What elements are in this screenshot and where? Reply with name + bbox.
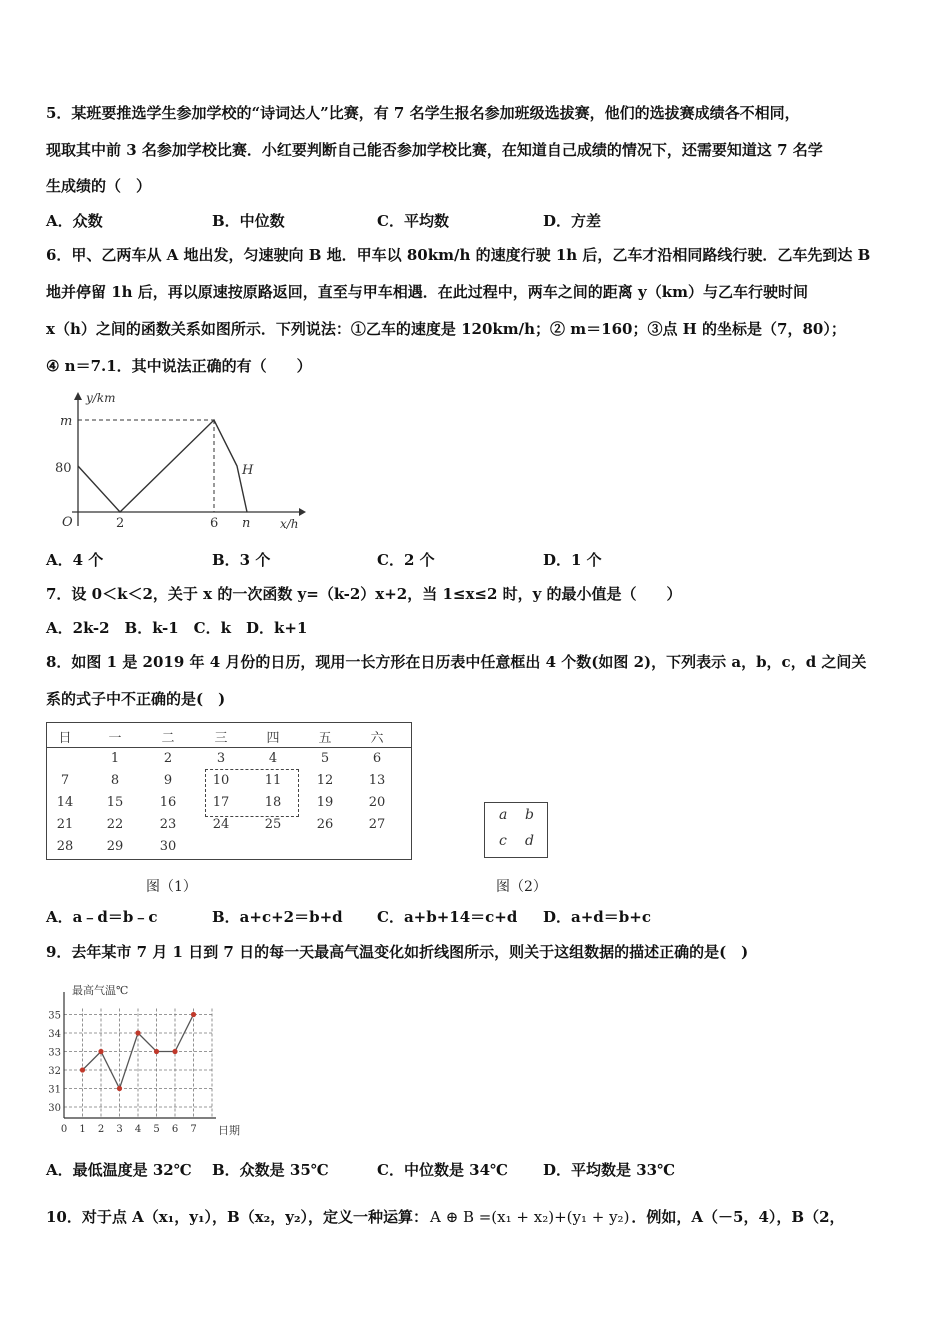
chart-data-point [154,1049,159,1054]
calendar-day-cell: 28 [56,839,74,854]
q6-label-2: 2 [116,516,125,531]
chart-y-tick-label: 33 [48,1047,61,1059]
q6-y-label: y/km [86,391,116,405]
calendar-day-cell: 26 [316,817,334,832]
calendar-day-cell: 21 [56,817,74,832]
q8-calendar-header [47,723,411,748]
calendar-header-cell: 二 [161,731,175,746]
q5-option-b: B．中位数 [212,212,285,230]
q10-prefix: 10．对于点 A（x₁，y₁），B（x₂，y₂），定义一种运算： [46,1208,429,1226]
q8-option-c: C．a+b+14＝c+d [377,908,518,926]
box-letter-c: c [499,833,507,849]
chart-y-tick-label: 35 [48,1010,61,1022]
q6-option-c: C．2 个 [377,551,435,569]
calendar-header-cell: 一 [108,731,122,746]
q8-option-d: D．a+d＝b+c [543,908,651,926]
q9-option-b: B．众数是 35℃ [212,1161,329,1179]
q9-option-a: A．最低温度是 32℃ [46,1161,192,1179]
q5-option-d: D．方差 [543,212,602,230]
q9-option-c: C．中位数是 34℃ [377,1161,509,1179]
chart-y-tick-label: 34 [48,1029,61,1040]
chart-x-tick-label: 5 [153,1124,160,1135]
calendar-day-cell: 11 [264,773,282,788]
calendar-day-cell: 12 [316,773,334,788]
q5-line2: 现取其中前 3 名参加学校比赛．小红要判断自己能否参加学校比赛，在知道自己成绩的情况下，还需要知道这 7 名学 [46,141,823,159]
chart-y-tick-label: 32 [48,1066,61,1077]
calendar-header-cell: 六 [370,731,384,746]
calendar-day-cell: 23 [159,817,177,832]
q9-line1: 9．去年某市 7 月 1 日到 7 日的每一天最高气温变化如折线图所示，则关于这组数据的描述正确的是( ) [46,943,749,961]
calendar-day-cell: 3 [216,751,226,766]
q6-option-a: A．4 个 [46,551,104,569]
chart-x-tick-label: 7 [190,1124,197,1135]
q6-option-b: B．3 个 [212,551,271,569]
q7-options: A．2k-2 B．k-1 C．k D．k+1 [46,619,308,637]
box-letter-a: a [499,807,508,823]
calendar-day-cell: 7 [60,773,70,788]
calendar-day-cell: 29 [106,839,124,854]
q6-label-m: m [60,414,73,429]
q6-option-d: D．1 个 [543,551,602,569]
calendar-day-cell: 6 [372,751,382,766]
q10-suffix: ．例如，A（－5，4），B（2， [631,1208,845,1226]
calendar-day-cell: 10 [212,773,230,788]
calendar-day-cell: 17 [212,795,230,810]
box-letter-b: b [525,807,534,823]
chart-x-tick-label: 2 [97,1124,105,1135]
q5-option-a: A．众数 [46,212,103,230]
q5-line3: 生成绩的（ ） [46,177,152,195]
q6-x-label: x/h [280,517,299,531]
q6-line4: ④ n＝7.1．其中说法正确的有（ ） [46,357,312,375]
chart-x-tick-label: 3 [116,1124,123,1135]
q8-line1: 8．如图 1 是 2019 年 4 月份的日历，现用一长方形在日历表中任意框出 4 个数(如图 2)，下列表示 a，b，c，d 之间关 [46,653,867,671]
chart-y-tick-label: 30 [48,1103,61,1114]
chart-x-tick-label: 4 [134,1124,142,1135]
q6-label-o: O [62,515,73,530]
calendar-day-cell: 1 [110,751,120,766]
calendar-day-cell: 27 [368,817,386,832]
chart-data-point [135,1030,140,1035]
chart-x-tick-label: 0 [60,1124,68,1135]
q8-small-box [484,802,548,858]
q6-label-6: 6 [210,516,219,531]
calendar-day-cell: 25 [264,817,282,832]
q8-dashed-frame [205,769,299,817]
q9-temperature-chart [44,980,244,1136]
calendar-day-cell: 5 [320,751,330,766]
q6-line3: x（h）之间的函数关系如图所示．下列说法：①乙车的速度是 120km/h；② m＝160；③点 H 的坐标是（7，80）； [46,320,846,338]
calendar-header-cell: 四 [266,731,280,746]
q6-label-80: 80 [55,461,72,476]
calendar-day-cell: 24 [212,817,230,832]
chart-data-point [80,1067,85,1072]
calendar-day-cell: 8 [110,773,120,788]
calendar-day-cell: 22 [106,817,124,832]
chart-x-tick-label: 6 [171,1124,179,1135]
calendar-day-cell: 14 [56,795,74,810]
chart-x-tick-label: 1 [79,1124,86,1135]
calendar-header-cell: 三 [214,731,228,746]
q8-figure1-caption: 图（1） [146,879,197,895]
chart-data-point [191,1012,196,1017]
chart-data-point [172,1049,177,1054]
q10-line [46,1207,845,1227]
calendar-day-cell: 30 [159,839,177,854]
q10-formula: A ⊕ B =(x₁ + x₂)+(y₁ + y₂) [430,1208,630,1226]
q6-function-line [78,420,247,512]
q5-line1: 5．某班要推选学生参加学校的“诗词达人”比赛，有 7 名学生报名参加班级选拔赛，他们的选拔赛成绩各不相同， [46,104,800,122]
q6-line2: 地并停留 1h 后，再以原速按原路返回，直至与甲车相遇．在此过程中，两车之间的距离 y（km）与乙车行驶时间 [46,283,808,301]
chart-title: 最高气温℃ [72,984,129,997]
q8-calendar [46,722,412,860]
calendar-day-cell: 18 [264,795,282,810]
q8-figure2-caption: 图（2） [496,879,547,895]
q7-line1: 7．设 0＜k＜2，关于 x 的一次函数 y=（k-2）x+2，当 1≤x≤2 时，y 的最小值是（ ） [46,585,682,603]
q8-option-b: B．a+c+2＝b+d [212,908,343,926]
q9-option-d: D．平均数是 33℃ [543,1161,676,1179]
q5-option-c: C．平均数 [377,212,449,230]
calendar-day-cell: 4 [268,751,278,766]
calendar-day-cell: 2 [163,751,173,766]
q6-line1: 6．甲、乙两车从 A 地出发，匀速驶向 B 地．甲车以 80km/h 的速度行驶 1h 后，乙车才沿相同路线行驶．乙车先到达 B [46,246,871,264]
calendar-header-cell: 五 [318,731,332,746]
q6-label-n: n [242,516,251,531]
chart-data-point [117,1086,122,1091]
chart-data-point [98,1049,103,1054]
q8-line2: 系的式子中不正确的是( ) [46,690,226,708]
calendar-day-cell: 19 [316,795,334,810]
calendar-day-cell: 9 [163,773,173,788]
calendar-day-cell: 13 [368,773,386,788]
q6-label-h: H [242,463,254,478]
q6-distance-graph [44,388,314,536]
chart-x-axis-label: 日期 [218,1124,240,1136]
calendar-header-cell: 日 [58,731,72,746]
q8-option-a: A．a﹣d＝b﹣c [46,908,158,926]
chart-y-tick-label: 31 [48,1084,61,1096]
calendar-day-cell: 20 [368,795,386,810]
calendar-day-cell: 16 [159,795,177,810]
calendar-day-cell: 15 [106,795,124,810]
box-letter-d: d [525,833,534,849]
